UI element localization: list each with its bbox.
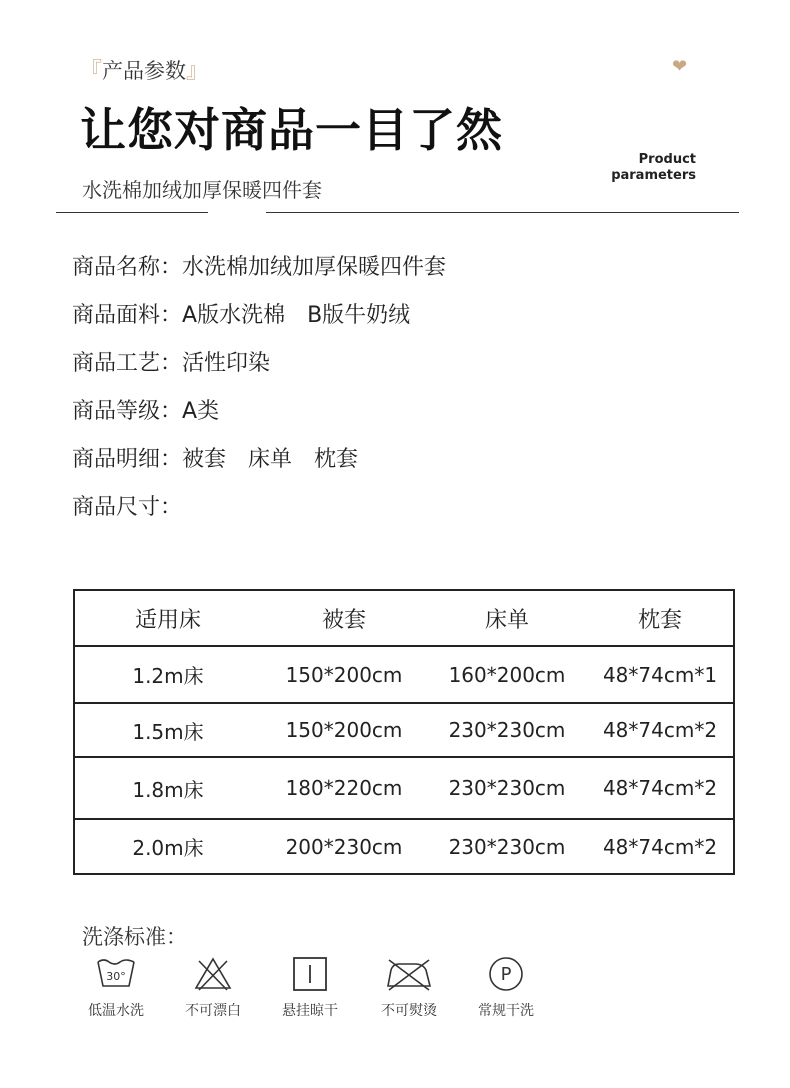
spec-value: 被套 xyxy=(182,447,227,472)
divider-left xyxy=(56,212,208,213)
wash-temp-label: 30° xyxy=(106,970,126,983)
table-header-row xyxy=(75,591,733,645)
spec-row-grade xyxy=(72,394,219,425)
table-cell: 200*230cm xyxy=(285,834,403,859)
spec-row-size xyxy=(72,490,182,521)
spec-value: 活性印染 xyxy=(182,351,271,376)
table-header-cell: 床单 xyxy=(484,607,529,633)
table-cell: 1.5m床 xyxy=(132,719,204,744)
table-cell: 1.8m床 xyxy=(132,777,204,802)
table-header-cell: 被套 xyxy=(321,607,366,633)
table-cell: 230*230cm xyxy=(448,834,566,859)
care-item-wash xyxy=(72,956,160,1020)
table-row xyxy=(75,756,733,818)
english-label-line2: parameters xyxy=(611,168,696,183)
english-label-line1: Product xyxy=(638,152,696,167)
table-cell: 230*230cm xyxy=(448,718,566,742)
spec-label: 商品名称： xyxy=(72,255,183,280)
spec-value: 枕套 xyxy=(314,447,359,472)
washing-title: 洗涤标准： xyxy=(82,925,187,949)
spec-label: 商品面料： xyxy=(72,303,183,328)
table-cell: 230*230cm xyxy=(448,776,566,800)
care-item-dryclean xyxy=(462,956,550,1020)
bracket-open: 『 xyxy=(80,59,103,84)
table-cell: 1.2m床 xyxy=(132,664,204,688)
product-subtitle: 水洗棉加绒加厚保暖四件套 xyxy=(82,178,322,202)
dry-clean-letter: P xyxy=(500,964,512,985)
table-cell: 48*74cm*1 xyxy=(602,662,718,687)
no-bleach-icon xyxy=(193,956,233,992)
care-label: 悬挂晾干 xyxy=(282,1003,338,1019)
page-title: 让您对商品一目了然 xyxy=(80,103,503,157)
english-label xyxy=(600,152,696,184)
bracket-close: 』 xyxy=(186,59,209,84)
table-row xyxy=(75,702,733,756)
table-cell: 150*200cm xyxy=(285,718,403,742)
spec-label: 商品明细： xyxy=(72,447,183,472)
table-header-cell: 枕套 xyxy=(637,607,682,633)
spec-row-fabric xyxy=(72,298,410,329)
table-cell: 48*74cm*2 xyxy=(602,834,718,859)
table-row xyxy=(75,818,733,873)
table-row xyxy=(75,645,733,702)
size-table xyxy=(73,589,735,875)
table-cell: 150*200cm xyxy=(285,662,403,687)
spec-value: 水洗棉加绒加厚保暖四件套 xyxy=(182,255,447,280)
hang-dry-icon xyxy=(290,956,330,992)
care-item-iron xyxy=(365,956,453,1020)
care-label: 常规干洗 xyxy=(478,1003,534,1019)
spec-label: 商品尺寸： xyxy=(72,495,183,520)
wash-30-icon xyxy=(94,956,138,992)
heart-icon: ❤ xyxy=(672,56,688,77)
spec-value: B版牛奶绒 xyxy=(307,303,411,328)
spec-row-craft xyxy=(72,346,270,377)
table-cell: 180*220cm xyxy=(285,776,403,800)
table-cell: 48*74cm*2 xyxy=(602,718,718,742)
dry-clean-icon xyxy=(486,956,526,992)
spec-value: A类 xyxy=(182,399,220,424)
table-cell: 48*74cm*2 xyxy=(602,776,718,800)
spec-label: 商品工艺： xyxy=(72,351,183,376)
divider-right xyxy=(266,212,739,213)
spec-value: 床单 xyxy=(248,447,293,472)
no-iron-icon xyxy=(385,956,433,992)
care-label: 不可漂白 xyxy=(185,1003,241,1019)
spec-row-contents xyxy=(72,442,358,473)
table-header-cell: 适用床 xyxy=(134,607,201,633)
spec-row-name xyxy=(72,250,446,281)
table-cell: 2.0m床 xyxy=(132,836,204,860)
section-tag-text: 产品参数 xyxy=(102,59,187,83)
care-item-bleach xyxy=(169,956,257,1020)
table-cell: 160*200cm xyxy=(448,662,566,687)
section-tag xyxy=(80,54,208,85)
spec-label: 商品等级： xyxy=(72,399,183,424)
care-label: 低温水洗 xyxy=(88,1003,144,1019)
spec-value: A版水洗棉 xyxy=(182,303,286,328)
care-item-hang xyxy=(266,956,354,1020)
care-label: 不可熨烫 xyxy=(381,1003,437,1019)
